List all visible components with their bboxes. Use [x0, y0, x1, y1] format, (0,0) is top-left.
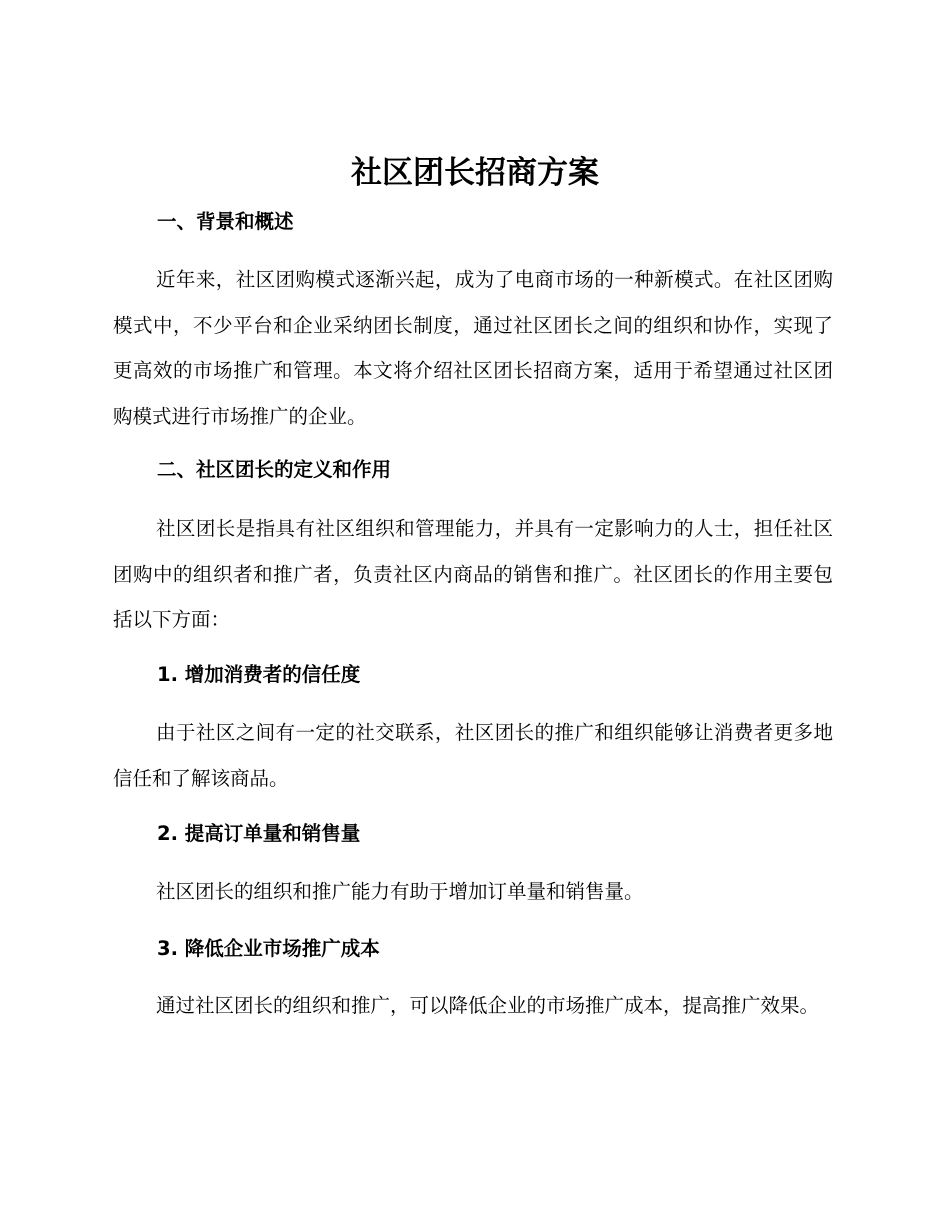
document-title: 社区团长招商方案	[351, 155, 599, 191]
subsection-paragraph-cost: 通过社区团长的组织和推广，可以降低企业的市场推广成本，提高推广效果。	[156, 994, 820, 1017]
section-paragraph-definition: 社区团长是指具有社区组织和管理能力，并具有一定影响力的人士，担任社区团购中的组织者和推广者，负责社区内商品的销售和推广。社区团长的作用主要包括以下方面：	[113, 517, 833, 631]
section-paragraph-background: 近年来，社区团购模式逐渐兴起，成为了电商市场的一种新模式。在社区团购模式中，不少平台和企业采纳团长制度，通过社区团长之间的组织和协作，实现了更高效的市场推广和管理。本文将介绍社区团长招商方案，适用于希望通过社区团购模式进行市场推广的企业。	[113, 268, 833, 428]
subsection-heading-orders: 2. 提高订单量和销售量	[157, 822, 361, 845]
subsection-paragraph-trust: 由于社区之间有一定的社交联系，社区团长的推广和组织能够让消费者更多地信任和了解该商品。	[113, 721, 833, 790]
subsection-heading-cost: 3. 降低企业市场推广成本	[157, 937, 380, 960]
section-heading-definition: 二、社区团长的定义和作用	[157, 458, 392, 481]
subsection-heading-trust: 1. 增加消费者的信任度	[157, 663, 361, 686]
subsection-paragraph-orders: 社区团长的组织和推广能力有助于增加订单量和销售量。	[156, 880, 644, 903]
section-heading-background: 一、背景和概述	[157, 210, 294, 233]
